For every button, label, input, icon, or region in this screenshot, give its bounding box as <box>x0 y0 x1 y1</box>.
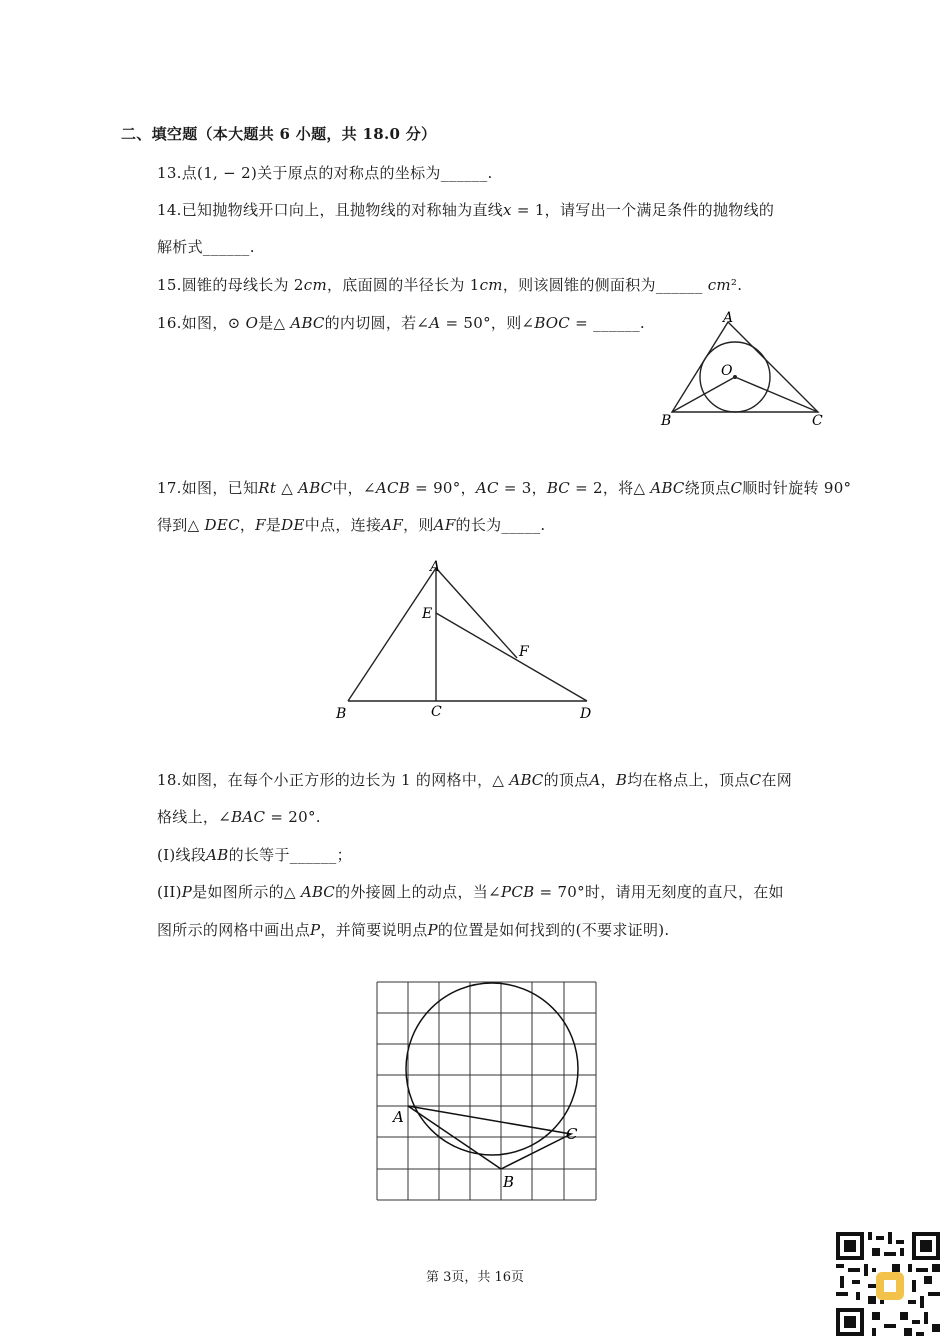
question-13: 13.点(1, − 2)关于原点的对称点的坐标为______. <box>157 164 493 182</box>
label-c: C <box>431 704 442 720</box>
question-14-line-1: 14.已知抛物线开口向上，且抛物线的对称轴为直线𝑥 = 1，请写出一个满足条件的抛物线的 <box>157 201 775 219</box>
label-o: O <box>721 363 733 379</box>
label-c: C <box>812 413 823 429</box>
question-17-line-1: 17.如图，已知𝑅𝑡 △ 𝐴𝐵𝐶中，∠𝐴𝐶𝐵 = 90°，𝐴𝐶 = 3，𝐵𝐶 = 2，将△ 𝐴𝐵𝐶绕顶点𝐶顺时针旋转 90° <box>157 479 852 497</box>
question-18-part-2-line-1: (II)𝑃是如图所示的△ 𝐴𝐵𝐶的外接圆上的动点，当∠𝑃𝐶𝐵 = 70°时，请用无刻度的直尺，在如 <box>157 883 784 901</box>
question-15: 15.圆锥的母线长为 2𝑐𝑚，底面圆的半径长为 1𝑐𝑚，则该圆锥的侧面积为______ 𝑐𝑚². <box>157 276 743 294</box>
qr-code-icon <box>836 1232 940 1336</box>
question-18-line-2: 格线上，∠𝐵𝐴𝐶 = 20°. <box>157 808 321 826</box>
label-f: F <box>519 644 529 660</box>
question-18-part-2-line-2: 图所示的网格中画出点𝑃，并简要说明点𝑃的位置是如何找到的(不要求证明). <box>157 921 670 939</box>
figure-18-grid <box>370 975 606 1205</box>
label-b: B <box>503 1173 515 1191</box>
label-c: C <box>566 1125 578 1143</box>
question-18-part-1: (I)线段𝐴𝐵的长等于______； <box>157 846 352 864</box>
question-18-line-1: 18.如图，在每个小正方形的边长为 1 的网格中，△ 𝐴𝐵𝐶的顶点𝐴，𝐵均在格点上，顶点𝐶在网 <box>157 771 793 789</box>
label-a: A <box>723 310 734 326</box>
label-a: A <box>430 559 441 575</box>
question-14-line-2: 解析式______. <box>157 238 255 256</box>
question-16: 16.如图，⊙ 𝑂是△ 𝐴𝐵𝐶的内切圆，若∠𝐴 = 50°，则∠𝐵𝑂𝐶 = ______. <box>157 314 645 332</box>
page-footer: 第 3页，共 16页 <box>425 1270 525 1285</box>
figure-16-incircle <box>655 305 835 430</box>
label-b: B <box>661 413 672 429</box>
figure-17-rotation <box>330 555 600 725</box>
label-d: D <box>580 706 592 722</box>
section-heading: 二、填空题（本大题共 6 小题，共 18.0 分） <box>121 125 437 143</box>
question-17-line-2: 得到△ 𝐷𝐸𝐶，𝐹是𝐷𝐸中点，连接𝐴𝐹，则𝐴𝐹的长为_____. <box>157 516 546 534</box>
label-a: A <box>393 1108 404 1126</box>
label-e: E <box>422 606 433 622</box>
label-b: B <box>336 706 347 722</box>
